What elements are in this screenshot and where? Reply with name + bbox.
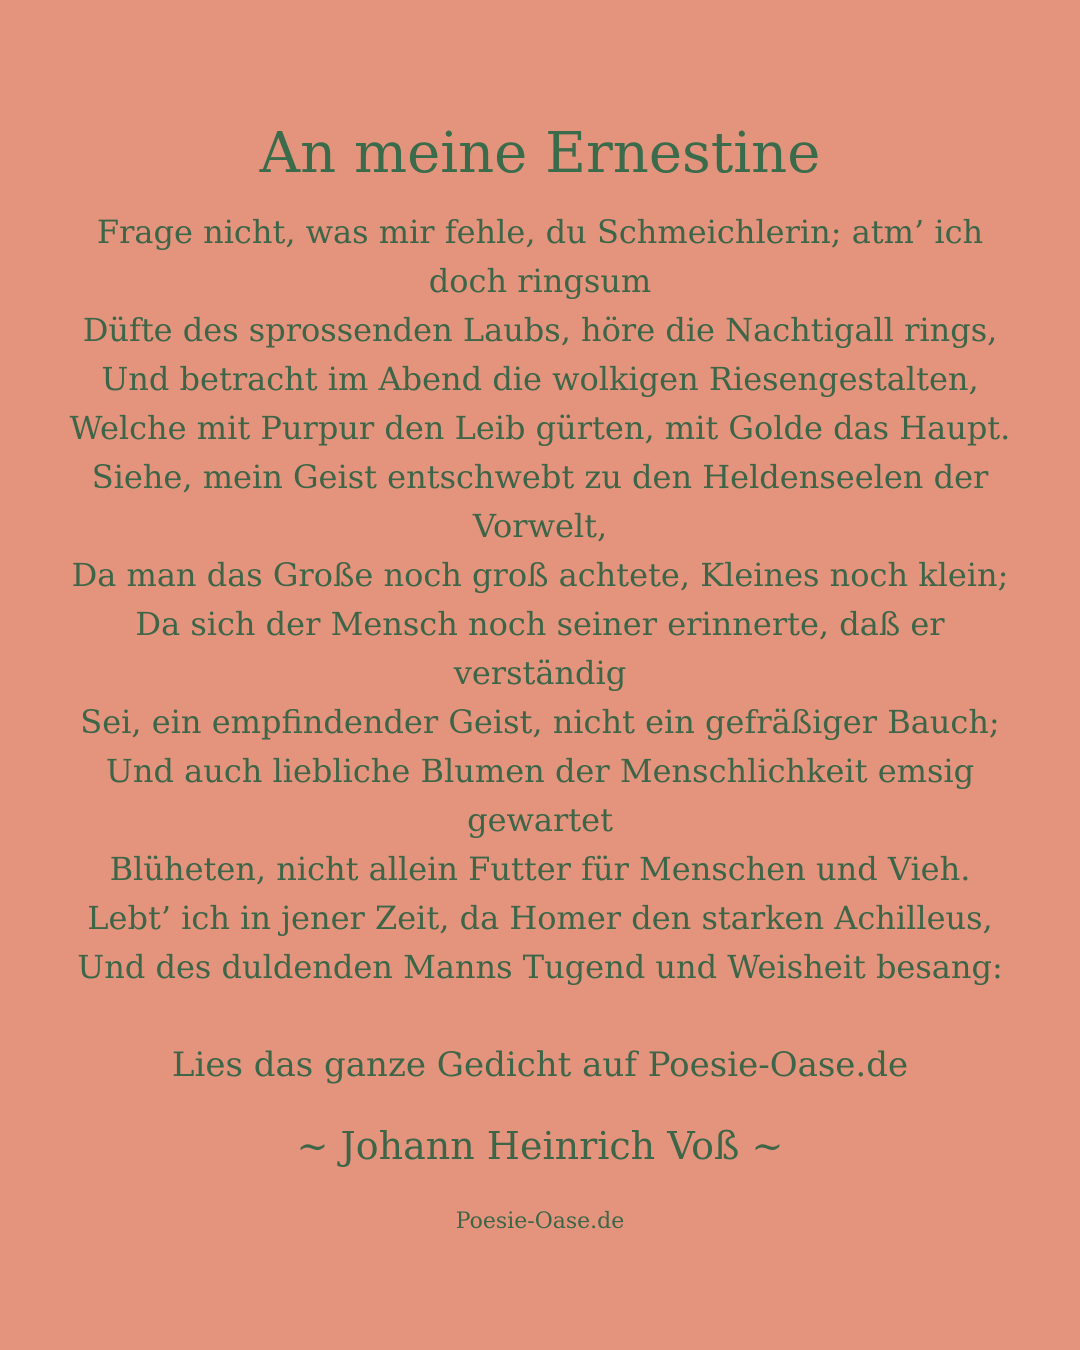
poem-author: ~ Johann Heinrich Voß ~ <box>296 1124 784 1168</box>
poem-line: Da sich der Mensch noch seiner erinnerte, daß er <box>135 605 945 643</box>
poem-line: Frage nicht, was mir fehle, du Schmeichlerin; atm’ ich <box>96 213 984 251</box>
poem-line: Blüheten, nicht allein Futter für Menschen und Vieh. <box>109 850 971 888</box>
source-watermark: Poesie-Oase.de <box>455 1209 625 1234</box>
poem-line: Lebt’ ich in jener Zeit, da Homer den starken Achilleus, <box>87 899 993 937</box>
poem-line: Vorwelt, <box>472 507 608 545</box>
poem-line: Und auch liebliche Blumen der Menschlichkeit emsig <box>105 752 975 790</box>
poem-line: doch ringsum <box>428 262 652 300</box>
poem-title: An meine Ernestine <box>259 121 821 186</box>
poem-line: Da man das Große noch groß achtete, Kleines noch klein; <box>71 556 1009 594</box>
poem-line: Sei, ein empfindender Geist, nicht ein gefräßiger Bauch; <box>80 703 1000 741</box>
poem-line: Und des duldenden Manns Tugend und Weisheit besang: <box>77 948 1003 986</box>
read-full-poem-text: Lies das ganze Gedicht auf Poesie-Oase.de <box>171 1045 909 1085</box>
poem-line: Siehe, mein Geist entschwebt zu den Heldenseelen der <box>91 458 989 496</box>
poem-line: verständig <box>453 654 627 692</box>
poem-line: Welche mit Purpur den Leib gürten, mit Golde das Haupt. <box>69 409 1011 447</box>
poem-line: Düfte des sprossenden Laubs, höre die Nachtigall rings, <box>82 311 998 349</box>
poem-line: gewartet <box>467 801 613 839</box>
poem-text <box>30 208 1050 992</box>
poem-line: Und betracht im Abend die wolkigen Riesengestalten, <box>101 360 979 398</box>
